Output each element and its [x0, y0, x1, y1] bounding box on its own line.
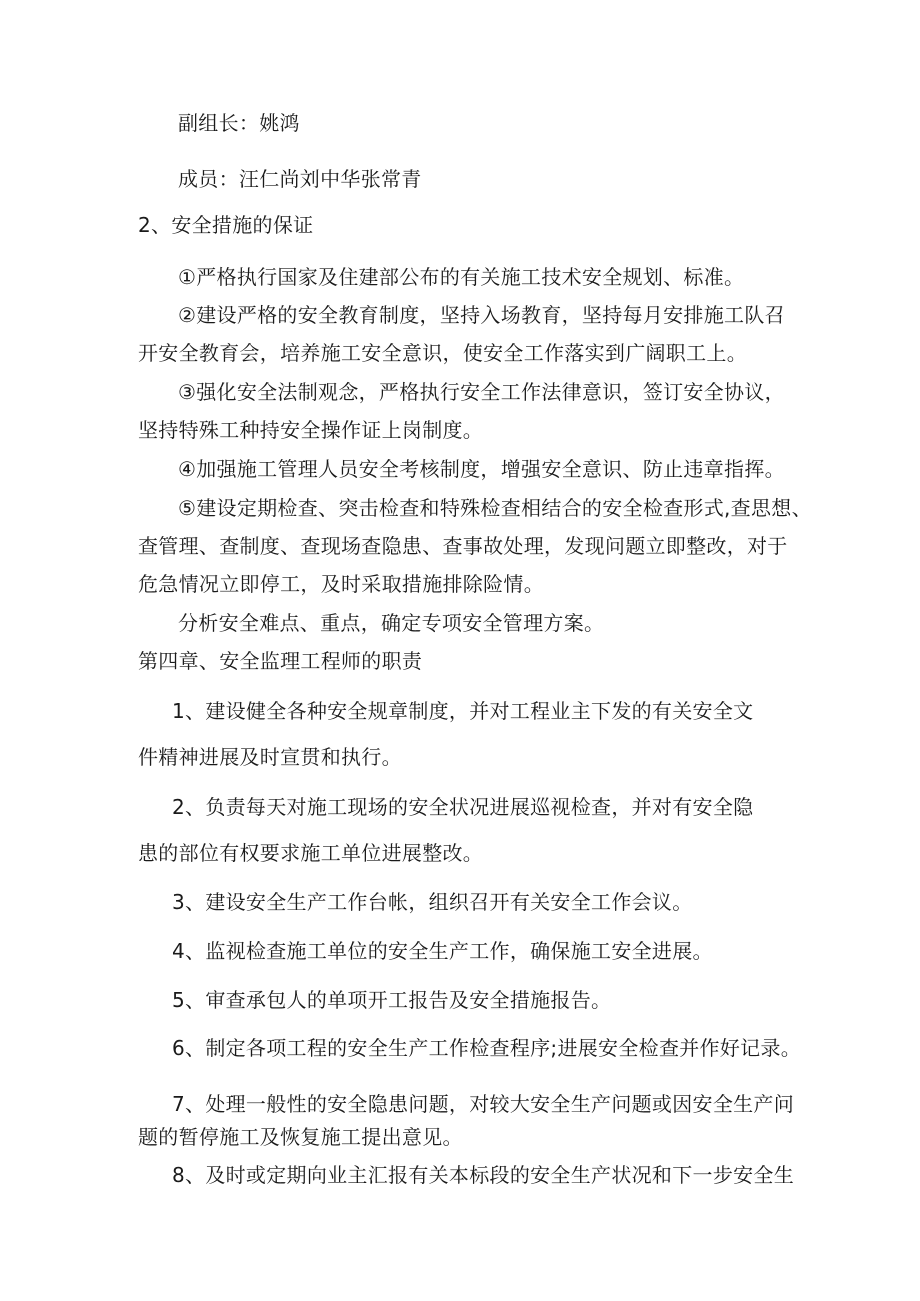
members-line: 成员：汪仁尚刘中华张常青: [178, 167, 422, 191]
duty-item-continued: 题的暂停施工及恢复施工提出意见。: [138, 1125, 463, 1149]
duty-item: 1、建设健全各种安全规章制度，并对工程业主下发的有关安全文: [172, 699, 754, 723]
paragraph-line: ④加强施工管理人员安全考核制度，增强安全意识、防止违章指挥。: [178, 457, 785, 481]
chapter-heading: 第四章、安全监理工程师的职责: [138, 649, 423, 673]
paragraph-line: ②建设严格的安全教育制度，坚持入场教育，坚持每月安排施工队召: [178, 303, 785, 327]
duty-item: 4、监视检查施工单位的安全生产工作，确保施工安全进展。: [172, 939, 713, 963]
paragraph-line: 分析安全难点、重点，确定专项安全管理方案。: [178, 611, 605, 635]
duty-item: 5、审查承包人的单项开工报告及安全措施报告。: [172, 988, 612, 1012]
duty-item: 8、及时或定期向业主汇报有关本标段的安全生产状况和下一步安全生: [172, 1163, 795, 1187]
duty-item-continued: 患的部位有权要求施工单位进展整改。: [138, 841, 484, 865]
duty-item: 6、制定各项工程的安全生产工作检查程序;进展安全检查并作好记录。: [172, 1036, 802, 1060]
paragraph-line: 开安全教育会，培养施工安全意识，使安全工作落实到广阔职工上。: [138, 341, 747, 365]
duty-item: 7、处理一般性的安全隐患问题，对较大安全生产问题或因安全生产问: [172, 1092, 795, 1116]
paragraph-line: 危急情况立即停工，及时采取措施排除险情。: [138, 572, 544, 596]
duty-item: 3、建设安全生产工作台帐，组织召开有关安全工作会议。: [172, 890, 693, 914]
paragraph-line: ③强化安全法制观念，严格执行安全工作法律意识，签订安全协议，: [178, 380, 785, 404]
paragraph-line: 查管理、查制度、查现场查隐患、查事故处理，发现问题立即整改，对于: [138, 534, 788, 558]
duty-item-continued: 件精神进展及时宣贯和执行。: [138, 745, 402, 769]
paragraph-line: ①严格执行国家及住建部公布的有关施工技术安全规划、标准。: [178, 265, 745, 289]
deputy-leader-line: 副组长：姚鸿: [178, 111, 300, 135]
paragraph-line: 坚持特殊工种持安全操作证上岗制度。: [138, 418, 484, 442]
section-heading: 2、安全措施的保证: [138, 213, 314, 237]
paragraph-line: ⑤建设定期检查、突击检查和特殊检查相结合的安全检查形式,查思想、: [178, 496, 812, 520]
duty-item: 2、负责每天对施工现场的安全状况进展巡视检查，并对有安全隐: [172, 795, 754, 819]
